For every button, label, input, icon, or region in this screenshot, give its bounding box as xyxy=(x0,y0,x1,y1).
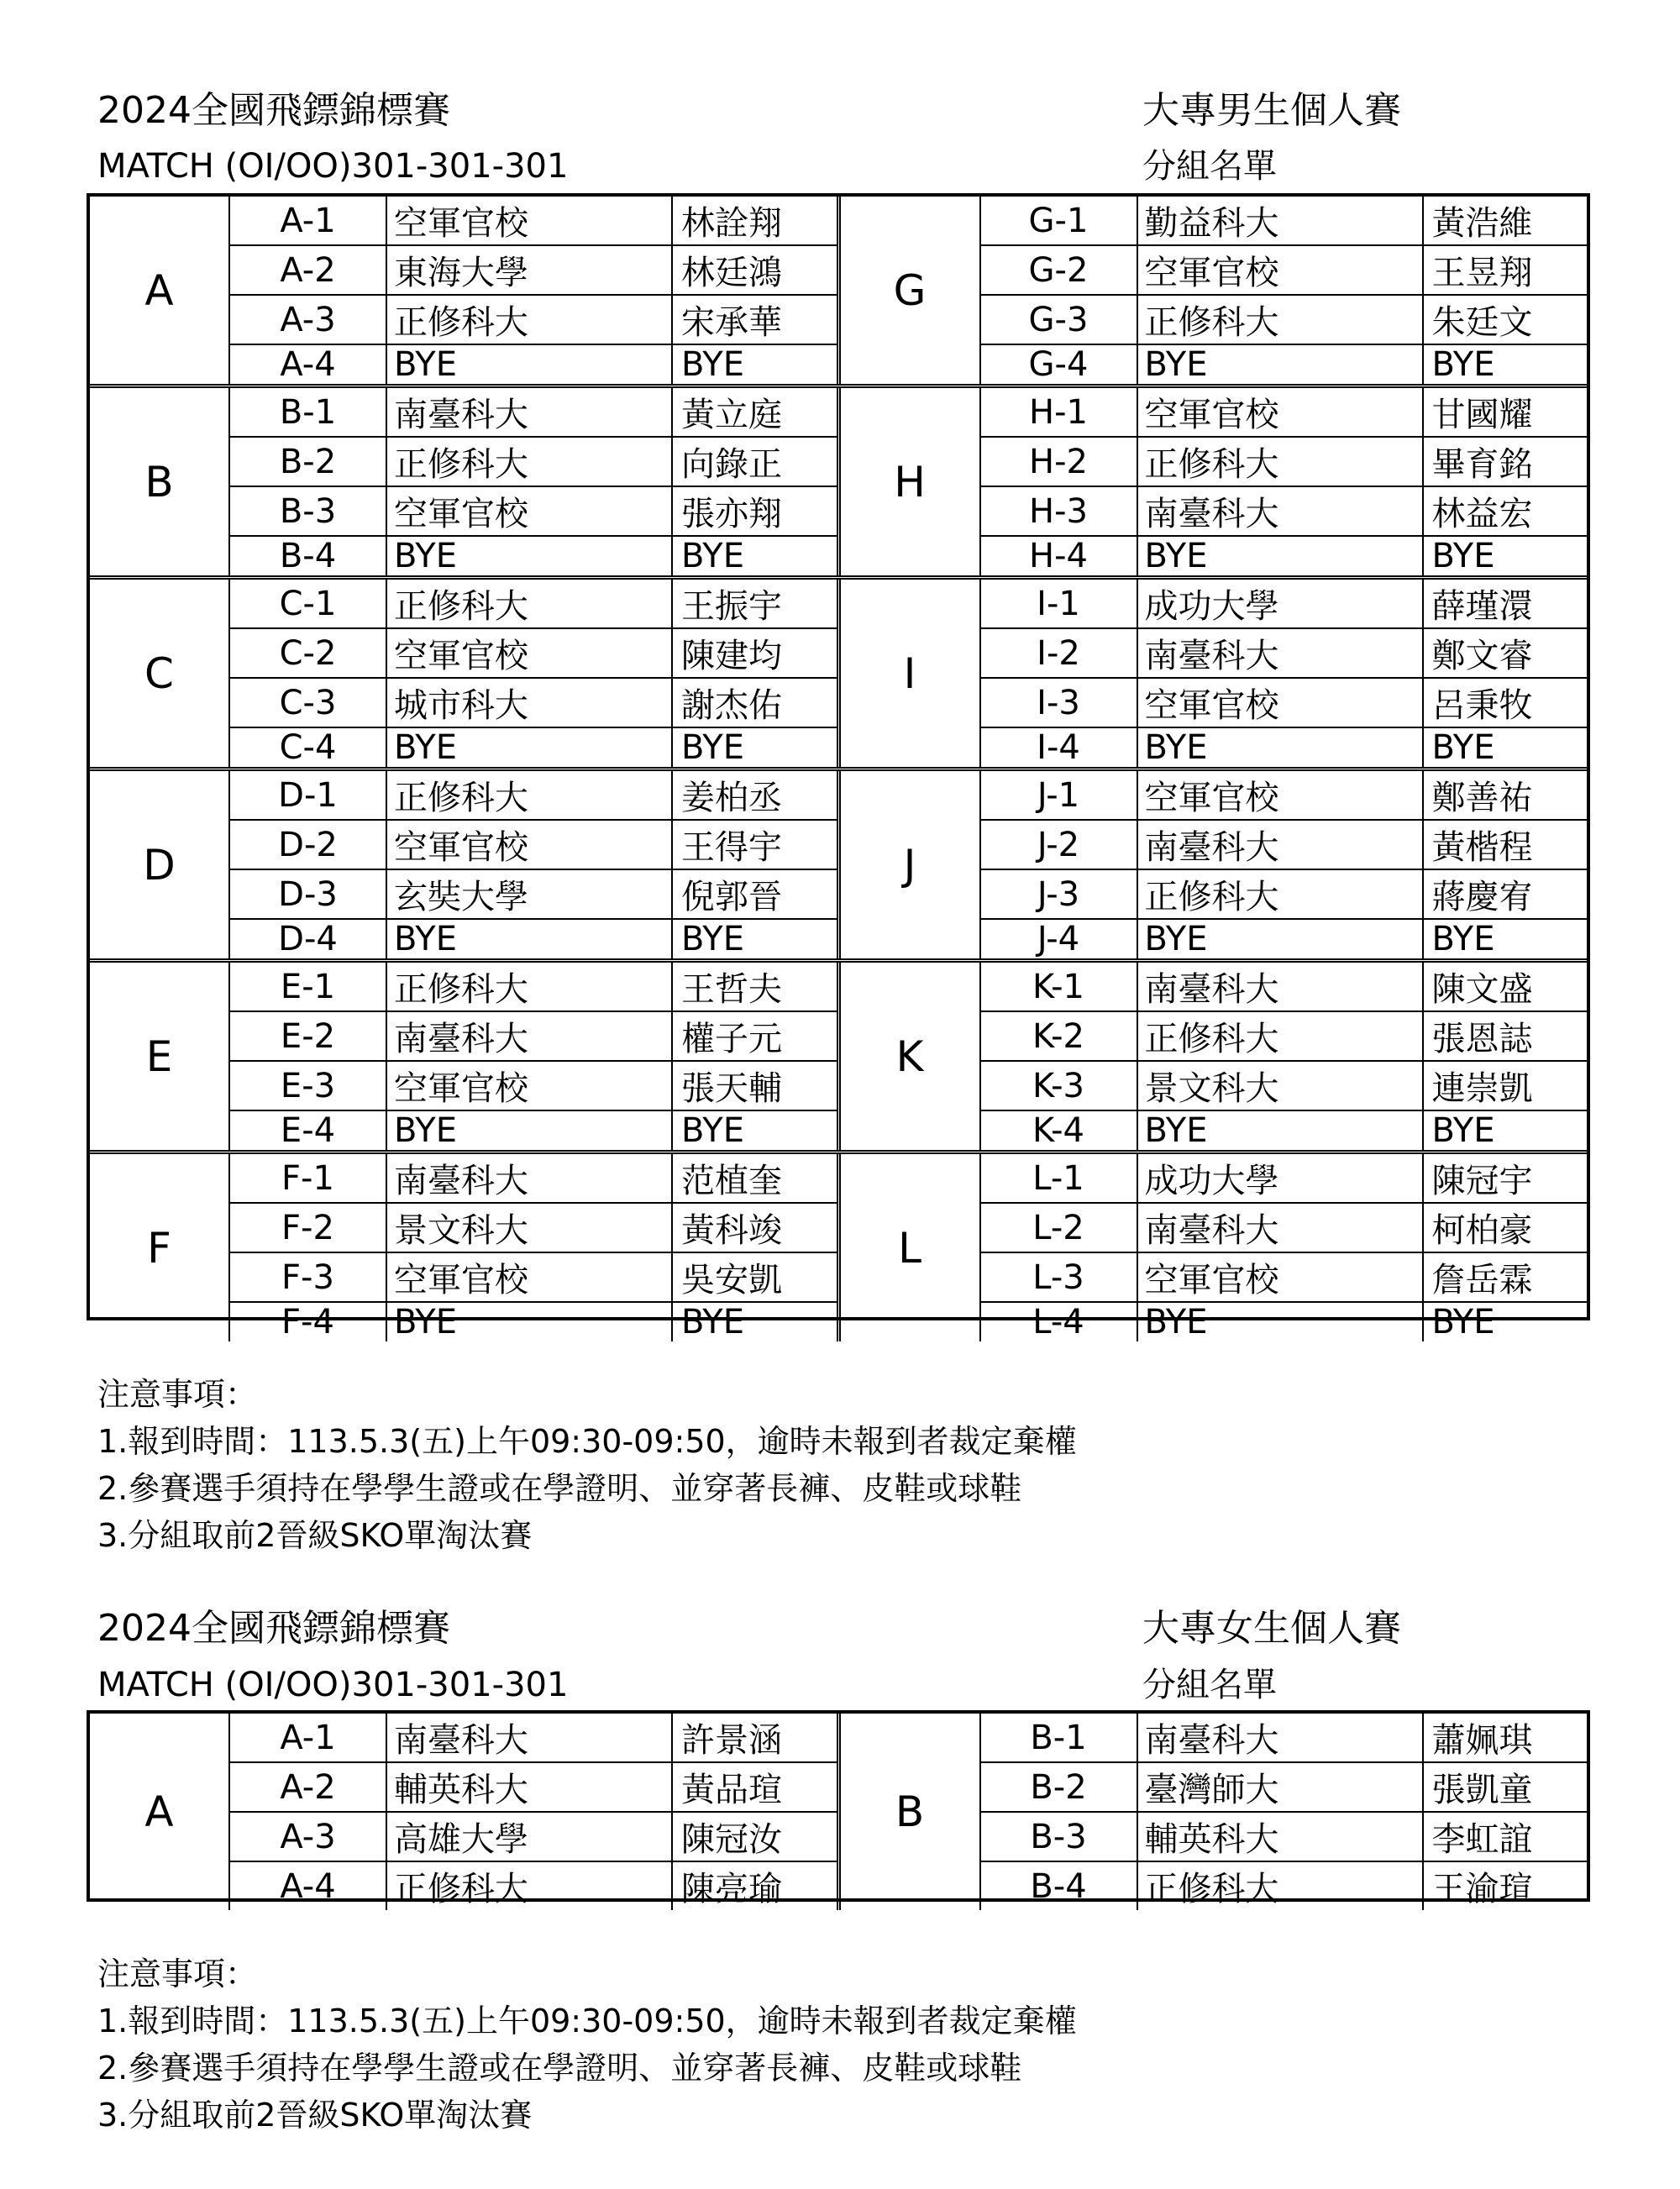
entry-row xyxy=(230,869,837,918)
player-name: 甘國耀 xyxy=(1431,396,1533,434)
entry-row xyxy=(230,1714,837,1761)
group-letter: K xyxy=(841,963,981,1150)
player-name: BYE xyxy=(681,728,744,767)
group-letter: J xyxy=(841,771,981,958)
entry-row xyxy=(230,1202,837,1252)
group-letter: A xyxy=(90,1714,230,1910)
seed-code: G-1 xyxy=(981,197,1138,244)
list-label: 分組名單 xyxy=(1142,147,1277,186)
player-name: 朱廷文 xyxy=(1431,303,1533,342)
player-name: BYE xyxy=(1431,1111,1495,1150)
group-entries xyxy=(981,771,1588,958)
entry-row xyxy=(981,580,1588,627)
group-letter: B xyxy=(841,1714,981,1910)
school-name: BYE xyxy=(387,537,673,575)
seed-code: D-2 xyxy=(230,821,387,869)
school-name: 正修科大 xyxy=(387,1862,673,1910)
player-name: 林詮翔 xyxy=(681,204,782,243)
school-name: 輔英科大 xyxy=(387,1763,673,1811)
seed-code: A-3 xyxy=(230,1813,387,1861)
school-name: 空軍官校 xyxy=(1138,388,1424,436)
group-entries xyxy=(230,963,837,1150)
school-name: BYE xyxy=(387,920,673,958)
entry-row xyxy=(981,677,1588,727)
entry-row xyxy=(981,1110,1588,1150)
school-name: 南臺科大 xyxy=(1138,629,1424,677)
school-name: 東海大學 xyxy=(387,246,673,294)
player-name: 陳冠汝 xyxy=(681,1820,782,1859)
entry-row xyxy=(230,486,837,535)
seed-code: I-4 xyxy=(981,728,1138,767)
tournament-title: 2024全國飛鏢錦標賽 xyxy=(97,1607,450,1650)
player-name: 吳安凱 xyxy=(681,1261,782,1299)
seed-code: A-4 xyxy=(230,1862,387,1910)
seed-code: F-2 xyxy=(230,1204,387,1252)
group-letter: E xyxy=(90,963,230,1150)
school-name: 城市科大 xyxy=(387,679,673,727)
entry-row xyxy=(230,344,837,384)
entry-row xyxy=(230,294,837,344)
group-entries xyxy=(981,197,1588,384)
seed-code: B-1 xyxy=(981,1714,1138,1761)
school-name: 正修科大 xyxy=(1138,1862,1424,1910)
seed-code: H-4 xyxy=(981,537,1138,575)
entry-row xyxy=(981,1811,1588,1861)
player-name: 鄭文睿 xyxy=(1431,637,1533,675)
seed-code: J-4 xyxy=(981,920,1138,958)
seed-code: J-3 xyxy=(981,870,1138,918)
entry-row xyxy=(230,580,837,627)
player-name: 陳建均 xyxy=(681,637,782,675)
school-name: 臺灣師大 xyxy=(1138,1763,1424,1811)
school-name: 南臺科大 xyxy=(1138,963,1424,1011)
seed-code: K-3 xyxy=(981,1062,1138,1110)
school-name: 空軍官校 xyxy=(1138,246,1424,294)
group-entries xyxy=(230,580,837,767)
group-row xyxy=(90,767,1587,958)
seed-code: C-1 xyxy=(230,580,387,627)
entry-row xyxy=(981,1202,1588,1252)
school-name: 空軍官校 xyxy=(387,629,673,677)
group-entries xyxy=(981,388,1588,575)
entry-row xyxy=(981,197,1588,244)
entry-row xyxy=(230,1252,837,1301)
seed-code: K-1 xyxy=(981,963,1138,1011)
seed-code: C-2 xyxy=(230,629,387,677)
school-name: 空軍官校 xyxy=(387,487,673,535)
player-name: 王振宇 xyxy=(681,587,782,626)
player-name: 連崇凱 xyxy=(1431,1069,1533,1108)
group-letter: H xyxy=(841,388,981,575)
player-name: 張天輔 xyxy=(681,1069,782,1108)
school-name: 成功大學 xyxy=(1138,580,1424,627)
entry-row xyxy=(230,918,837,958)
player-name: 畢育銘 xyxy=(1431,445,1533,484)
school-name: 正修科大 xyxy=(387,438,673,486)
event-title: 大專男生個人賽 xyxy=(1142,89,1401,132)
entry-row xyxy=(230,1761,837,1811)
group-letter: L xyxy=(841,1154,981,1341)
group-letter: B xyxy=(90,388,230,575)
men-notes xyxy=(97,1371,1077,1559)
group-block xyxy=(837,580,1588,767)
player-name: 黃楷程 xyxy=(1431,828,1533,867)
seed-code: G-4 xyxy=(981,345,1138,384)
entry-row xyxy=(230,963,837,1011)
seed-code: F-4 xyxy=(230,1303,387,1341)
player-name: 范植奎 xyxy=(681,1162,782,1200)
school-name: 空軍官校 xyxy=(1138,771,1424,819)
entry-row xyxy=(981,1761,1588,1811)
group-entries xyxy=(230,197,837,384)
match-format: MATCH (OI/OO)301-301-301 xyxy=(97,147,569,186)
seed-code: J-2 xyxy=(981,821,1138,869)
entry-row xyxy=(230,1110,837,1150)
player-name: BYE xyxy=(681,1111,744,1150)
group-block xyxy=(837,1714,1588,1910)
seed-code: B-4 xyxy=(230,537,387,575)
entry-row xyxy=(981,727,1588,767)
group-block xyxy=(90,771,837,958)
group-row xyxy=(90,958,1587,1150)
seed-code: C-4 xyxy=(230,728,387,767)
entry-row xyxy=(230,244,837,294)
player-name: 權子元 xyxy=(681,1020,782,1058)
player-name: 呂秉牧 xyxy=(1431,686,1533,725)
group-entries xyxy=(230,771,837,958)
entry-row xyxy=(981,388,1588,436)
school-name: 勤益科大 xyxy=(1138,197,1424,244)
seed-code: J-1 xyxy=(981,771,1138,819)
seed-code: E-1 xyxy=(230,963,387,1011)
men-group-table xyxy=(87,193,1590,1341)
entry-row xyxy=(981,486,1588,535)
seed-code: G-3 xyxy=(981,296,1138,344)
player-name: 姜柏丞 xyxy=(681,779,782,817)
seed-code: F-3 xyxy=(230,1253,387,1301)
school-name: 正修科大 xyxy=(387,963,673,1011)
player-name: 王昱翔 xyxy=(1431,254,1533,292)
entry-row xyxy=(981,294,1588,344)
group-entries xyxy=(981,1154,1588,1341)
seed-code: G-2 xyxy=(981,246,1138,294)
entry-row xyxy=(230,1301,837,1341)
group-row xyxy=(90,384,1587,575)
entry-row xyxy=(230,819,837,869)
school-name: 南臺科大 xyxy=(1138,821,1424,869)
entry-row xyxy=(981,918,1588,958)
seed-code: E-2 xyxy=(230,1012,387,1060)
player-name: 林廷鴻 xyxy=(681,254,782,292)
seed-code: D-3 xyxy=(230,870,387,918)
school-name: 空軍官校 xyxy=(387,821,673,869)
school-name: 空軍官校 xyxy=(387,197,673,244)
group-entries xyxy=(981,580,1588,767)
seed-code: A-3 xyxy=(230,296,387,344)
entry-row xyxy=(230,388,837,436)
school-name: 景文科大 xyxy=(387,1204,673,1252)
school-name: BYE xyxy=(1138,728,1424,767)
seed-code: A-1 xyxy=(230,1714,387,1761)
school-name: BYE xyxy=(1138,920,1424,958)
women-group-table xyxy=(87,1710,1590,1908)
seed-code: I-3 xyxy=(981,679,1138,727)
player-name: 王哲夫 xyxy=(681,970,782,1009)
seed-code: A-4 xyxy=(230,345,387,384)
seed-code: A-2 xyxy=(230,246,387,294)
seed-code: I-1 xyxy=(981,580,1138,627)
entry-row xyxy=(981,869,1588,918)
school-name: 空軍官校 xyxy=(1138,679,1424,727)
seed-code: A-2 xyxy=(230,1763,387,1811)
entry-row xyxy=(981,1011,1588,1060)
player-name: 陳亮瑜 xyxy=(681,1870,782,1908)
school-name: 高雄大學 xyxy=(387,1813,673,1861)
school-name: 玄奘大學 xyxy=(387,870,673,918)
seed-code: D-4 xyxy=(230,920,387,958)
seed-code: K-2 xyxy=(981,1012,1138,1060)
entry-row xyxy=(981,627,1588,677)
group-letter: D xyxy=(90,771,230,958)
group-letter: I xyxy=(841,580,981,767)
group-entries xyxy=(981,963,1588,1150)
player-name: 黃品瑄 xyxy=(681,1771,782,1809)
women-notes xyxy=(97,1950,1077,2139)
player-name: 陳文盛 xyxy=(1431,970,1533,1009)
note-item: 2.參賽選手須持在學學生證或在學證明、並穿著長褲、皮鞋或球鞋 xyxy=(97,1470,1022,1507)
seed-code: B-3 xyxy=(981,1813,1138,1861)
group-block xyxy=(90,1154,837,1341)
note-item: 2.參賽選手須持在學學生證或在學證明、並穿著長褲、皮鞋或球鞋 xyxy=(97,2050,1022,2087)
player-name: BYE xyxy=(1431,1303,1495,1341)
player-name: 王得宇 xyxy=(681,828,782,867)
player-name: BYE xyxy=(681,345,744,384)
entry-row xyxy=(981,819,1588,869)
tournament-title: 2024全國飛鏢錦標賽 xyxy=(97,89,450,132)
player-name: 黃科竣 xyxy=(681,1211,782,1250)
seed-code: B-2 xyxy=(981,1763,1138,1811)
player-name: 謝杰佑 xyxy=(681,686,782,725)
group-entries xyxy=(230,1154,837,1341)
note-item: 1.報到時間：113.5.3(五)上午09:30-09:50，逾時未報到者裁定棄權 xyxy=(97,1423,1077,1460)
school-name: 正修科大 xyxy=(387,771,673,819)
seed-code: I-2 xyxy=(981,629,1138,677)
school-name: 輔英科大 xyxy=(1138,1813,1424,1861)
seed-code: K-4 xyxy=(981,1111,1138,1150)
player-name: BYE xyxy=(681,537,744,575)
group-row xyxy=(90,1150,1587,1341)
seed-code: A-1 xyxy=(230,197,387,244)
entry-row xyxy=(230,1060,837,1110)
entry-row xyxy=(981,535,1588,575)
player-name: BYE xyxy=(1431,345,1495,384)
school-name: BYE xyxy=(387,728,673,767)
school-name: 南臺科大 xyxy=(1138,1714,1424,1761)
school-name: 正修科大 xyxy=(1138,870,1424,918)
player-name: 王渝瑄 xyxy=(1431,1870,1533,1908)
player-name: 許景涵 xyxy=(681,1721,782,1760)
player-name: 張恩誌 xyxy=(1431,1020,1533,1058)
player-name: 黃浩維 xyxy=(1431,204,1533,243)
notes-heading: 注意事項： xyxy=(97,1955,258,1992)
group-row xyxy=(90,1714,1587,1910)
seed-code: B-2 xyxy=(230,438,387,486)
entry-row xyxy=(230,677,837,727)
entry-row xyxy=(981,344,1588,384)
seed-code: L-4 xyxy=(981,1303,1138,1341)
group-letter: F xyxy=(90,1154,230,1341)
entry-row xyxy=(981,771,1588,819)
group-row xyxy=(90,575,1587,767)
player-name: 黃立庭 xyxy=(681,396,782,434)
entry-row xyxy=(981,963,1588,1011)
entry-row xyxy=(230,535,837,575)
school-name: 正修科大 xyxy=(1138,296,1424,344)
school-name: 南臺科大 xyxy=(1138,487,1424,535)
entry-row xyxy=(981,244,1588,294)
school-name: BYE xyxy=(387,1303,673,1341)
entry-row xyxy=(230,1154,837,1202)
school-name: BYE xyxy=(1138,345,1424,384)
seed-code: D-1 xyxy=(230,771,387,819)
entry-row xyxy=(981,1154,1588,1202)
group-block xyxy=(90,388,837,575)
seed-code: F-1 xyxy=(230,1154,387,1202)
group-block xyxy=(837,388,1588,575)
entry-row xyxy=(981,1714,1588,1761)
group-row xyxy=(90,197,1587,384)
school-name: 南臺科大 xyxy=(387,1012,673,1060)
player-name: 李虹誼 xyxy=(1431,1820,1533,1859)
group-entries xyxy=(230,1714,837,1910)
entry-row xyxy=(230,771,837,819)
group-entries xyxy=(230,388,837,575)
group-block xyxy=(90,580,837,767)
notes-heading: 注意事項： xyxy=(97,1376,258,1413)
seed-code: L-2 xyxy=(981,1204,1138,1252)
school-name: 南臺科大 xyxy=(387,1154,673,1202)
entry-row xyxy=(230,1811,837,1861)
entry-row xyxy=(981,1301,1588,1341)
group-block xyxy=(90,963,837,1150)
seed-code: E-4 xyxy=(230,1111,387,1150)
group-block xyxy=(837,1154,1588,1341)
entry-row xyxy=(230,436,837,486)
note-item: 3.分組取前2晉級SKO單淘汰賽 xyxy=(97,2097,533,2134)
entry-row xyxy=(230,1861,837,1910)
note-item: 3.分組取前2晉級SKO單淘汰賽 xyxy=(97,1517,533,1554)
school-name: BYE xyxy=(1138,537,1424,575)
player-name: BYE xyxy=(1431,920,1495,958)
school-name: BYE xyxy=(387,1111,673,1150)
entry-row xyxy=(981,1252,1588,1301)
group-block xyxy=(837,197,1588,384)
player-name: 張凱童 xyxy=(1431,1771,1533,1809)
seed-code: L-3 xyxy=(981,1253,1138,1301)
group-letter: A xyxy=(90,197,230,384)
school-name: 正修科大 xyxy=(387,580,673,627)
player-name: 詹岳霖 xyxy=(1431,1261,1533,1299)
entry-row xyxy=(230,727,837,767)
group-entries xyxy=(981,1714,1588,1910)
entry-row xyxy=(230,197,837,244)
player-name: 鄭善祐 xyxy=(1431,779,1533,817)
entry-row xyxy=(981,436,1588,486)
group-letter: G xyxy=(841,197,981,384)
event-title: 大專女生個人賽 xyxy=(1142,1607,1401,1650)
group-letter: C xyxy=(90,580,230,767)
seed-code: E-3 xyxy=(230,1062,387,1110)
entry-row xyxy=(981,1060,1588,1110)
school-name: 空軍官校 xyxy=(1138,1253,1424,1301)
player-name: 陳冠宇 xyxy=(1431,1162,1533,1200)
school-name: BYE xyxy=(1138,1303,1424,1341)
entry-row xyxy=(981,1861,1588,1910)
seed-code: H-3 xyxy=(981,487,1138,535)
seed-code: L-1 xyxy=(981,1154,1138,1202)
group-block xyxy=(90,197,837,384)
player-name: BYE xyxy=(681,1303,744,1341)
player-name: 蕭姵琪 xyxy=(1431,1721,1533,1760)
school-name: 正修科大 xyxy=(1138,1012,1424,1060)
seed-code: H-2 xyxy=(981,438,1138,486)
school-name: 南臺科大 xyxy=(387,388,673,436)
list-label: 分組名單 xyxy=(1142,1666,1277,1704)
group-block xyxy=(90,1714,837,1910)
school-name: 南臺科大 xyxy=(387,1714,673,1761)
seed-code: C-3 xyxy=(230,679,387,727)
seed-code: H-1 xyxy=(981,388,1138,436)
player-name: 林益宏 xyxy=(1431,495,1533,533)
school-name: 空軍官校 xyxy=(387,1253,673,1301)
seed-code: B-1 xyxy=(230,388,387,436)
school-name: 空軍官校 xyxy=(387,1062,673,1110)
match-format: MATCH (OI/OO)301-301-301 xyxy=(97,1666,569,1704)
group-block xyxy=(837,771,1588,958)
player-name: BYE xyxy=(1431,728,1495,767)
school-name: BYE xyxy=(387,345,673,384)
school-name: 景文科大 xyxy=(1138,1062,1424,1110)
note-item: 1.報到時間：113.5.3(五)上午09:30-09:50，逾時未報到者裁定棄權 xyxy=(97,2003,1077,2039)
school-name: 成功大學 xyxy=(1138,1154,1424,1202)
school-name: 正修科大 xyxy=(387,296,673,344)
school-name: 正修科大 xyxy=(1138,438,1424,486)
entry-row xyxy=(230,1011,837,1060)
entry-row xyxy=(230,627,837,677)
player-name: 柯柏豪 xyxy=(1431,1211,1533,1250)
seed-code: B-3 xyxy=(230,487,387,535)
player-name: 薛瑾澴 xyxy=(1431,587,1533,626)
player-name: 向錄正 xyxy=(681,445,782,484)
player-name: 張亦翔 xyxy=(681,495,782,533)
seed-code: B-4 xyxy=(981,1862,1138,1910)
school-name: 南臺科大 xyxy=(1138,1204,1424,1252)
player-name: 蔣慶宥 xyxy=(1431,878,1533,916)
school-name: BYE xyxy=(1138,1111,1424,1150)
player-name: BYE xyxy=(1431,537,1495,575)
player-name: 倪郭晉 xyxy=(681,878,782,916)
player-name: 宋承華 xyxy=(681,303,782,342)
player-name: BYE xyxy=(681,920,744,958)
group-block xyxy=(837,963,1588,1150)
